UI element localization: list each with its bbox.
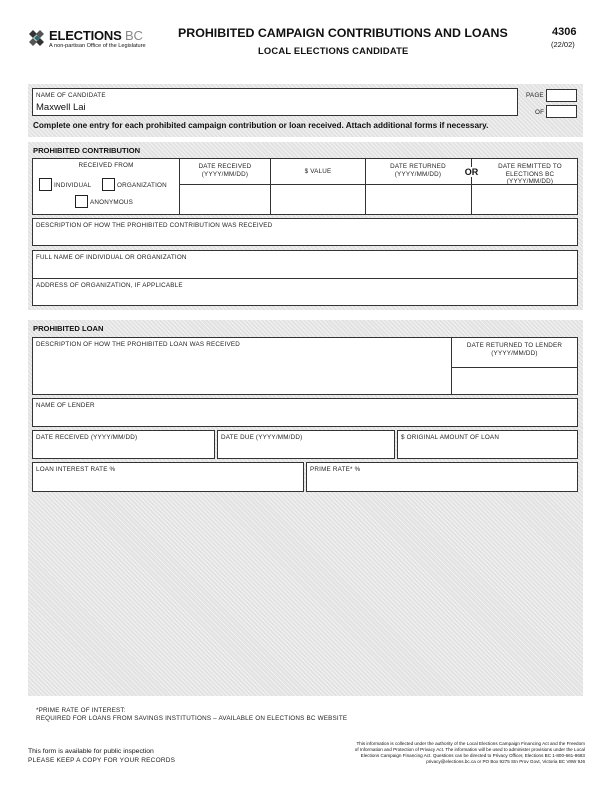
anonymous-checkbox[interactable] xyxy=(75,195,88,208)
loan-description-field[interactable] xyxy=(32,337,452,395)
of-field[interactable] xyxy=(546,105,577,118)
page-label: PAGE xyxy=(526,92,544,99)
public-inspection-note: This form is available for public inspection xyxy=(28,748,154,755)
privacy-line-3: Elections Campaign Financing Act. Questions can be directed to Privacy Officer, Elections BC 1-800-661-8683 xyxy=(360,753,585,758)
candidate-name-field[interactable] xyxy=(32,88,518,116)
keep-copy-note: PLEASE KEEP A COPY FOR YOUR RECORDS xyxy=(28,757,176,764)
contribution-description-label: DESCRIPTION OF HOW THE PROHIBITED CONTRIBUTION WAS RECEIVED xyxy=(36,222,273,229)
contribution-section xyxy=(28,142,583,310)
received-from-label: RECEIVED FROM xyxy=(78,162,134,169)
loan-date-received-field[interactable] xyxy=(32,430,215,459)
contribution-details-row xyxy=(32,158,578,215)
loan-description-label: DESCRIPTION OF HOW THE PROHIBITED LOAN WAS RECEIVED xyxy=(36,341,241,348)
date-returned-label: DATE RETURNED (YYYY/MM/DD) xyxy=(390,163,446,178)
elections-bc-logo xyxy=(28,28,178,56)
loan-interest-rate-label: LOAN INTEREST RATE % xyxy=(36,466,116,473)
candidate-name-label: NAME OF CANDIDATE xyxy=(36,92,106,99)
value-label: $ VALUE xyxy=(304,168,332,175)
contributor-full-name-label: FULL NAME OF INDIVIDUAL OR ORGANIZATION xyxy=(36,254,187,261)
date-received-label: DATE RECEIVED (YYYY/MM/DD) xyxy=(198,163,252,178)
date-received-input[interactable] xyxy=(180,185,270,215)
of-label: OF xyxy=(535,109,545,116)
loan-date-due-field[interactable] xyxy=(217,430,395,459)
loan-date-due-label: DATE DUE (YYYY/MM/DD) xyxy=(221,434,303,441)
page-field[interactable] xyxy=(546,89,577,102)
privacy-line-4: privacy@elections.bc.ca or PO Box 9275 Stn Prov Govt, Victoria BC V8W 9J6 xyxy=(426,759,585,764)
value-input[interactable] xyxy=(271,185,365,215)
privacy-line-1: This information is collected under the authority of the Local Elections Campaign Financing Act and the Freedom xyxy=(356,741,585,746)
prime-rate-field[interactable] xyxy=(306,462,578,492)
loan-interest-rate-field[interactable] xyxy=(32,462,304,492)
date-remitted-input[interactable] xyxy=(472,185,578,215)
lender-name-field[interactable] xyxy=(32,398,578,427)
logo-tagline: A non-partisan Office of the Legislature xyxy=(49,43,146,49)
loan-date-returned-field[interactable] xyxy=(451,337,578,395)
loan-original-amount-label: $ ORIGINAL AMOUNT OF LOAN xyxy=(401,434,500,441)
date-returned-input[interactable] xyxy=(366,185,471,215)
candidate-name-value: Maxwell Lai xyxy=(36,102,86,113)
form-date: (22/02) xyxy=(551,40,575,49)
loan-original-amount-field[interactable] xyxy=(397,430,578,459)
individual-checkbox[interactable] xyxy=(39,178,52,191)
privacy-notice xyxy=(305,741,585,765)
logo-mark-icon xyxy=(28,29,48,49)
loan-section-title: PROHIBITED LOAN xyxy=(33,324,104,333)
logo-word: ELECTIONS xyxy=(49,28,122,43)
organization-label: ORGANIZATION xyxy=(117,182,167,189)
candidate-panel xyxy=(28,84,583,137)
contributor-full-name-field[interactable] xyxy=(32,250,578,279)
form-number: 4306 xyxy=(552,26,577,38)
organization-address-label: ADDRESS OF ORGANIZATION, IF APPLICABLE xyxy=(36,282,183,289)
prime-rate-label: PRIME RATE* % xyxy=(310,466,361,473)
contribution-description-field[interactable] xyxy=(32,218,578,246)
loan-section xyxy=(28,320,583,722)
loan-date-returned-label: DATE RETURNED TO LENDER (YYYY/MM/DD) xyxy=(466,342,563,357)
organization-checkbox[interactable] xyxy=(102,178,115,191)
or-label: OR xyxy=(464,167,479,177)
individual-label: INDIVIDUAL xyxy=(54,182,92,189)
anonymous-label: ANONYMOUS xyxy=(90,199,134,206)
date-remitted-label: DATE REMITTED TO ELECTIONS BC (YYYY/MM/DD) xyxy=(498,163,562,185)
loan-date-received-label: DATE RECEIVED (YYYY/MM/DD) xyxy=(36,434,138,441)
instruction-text: Complete one entry for each prohibited campaign contribution or loan received. Attach additional forms if necessary. xyxy=(33,121,489,130)
prime-rate-footnote-text: REQUIRED FOR LOANS FROM SAVINGS INSTITUTIONS – AVAILABLE ON ELECTIONS BC WEBSITE xyxy=(36,715,348,722)
form-subtitle: LOCAL ELECTIONS CANDIDATE xyxy=(258,45,409,56)
privacy-line-2: of Information and Protection of Privacy Act. The information will be used to administer provisions under the Local xyxy=(354,747,585,752)
logo-suffix: BC xyxy=(125,28,143,43)
lender-name-label: NAME OF LENDER xyxy=(36,402,95,409)
prime-rate-footnote-title: *PRIME RATE OF INTEREST: xyxy=(36,707,126,714)
form-title: PROHIBITED CAMPAIGN CONTRIBUTIONS AND LOANS xyxy=(178,26,508,40)
organization-address-field[interactable] xyxy=(32,278,578,306)
contribution-section-title: PROHIBITED CONTRIBUTION xyxy=(33,146,141,155)
